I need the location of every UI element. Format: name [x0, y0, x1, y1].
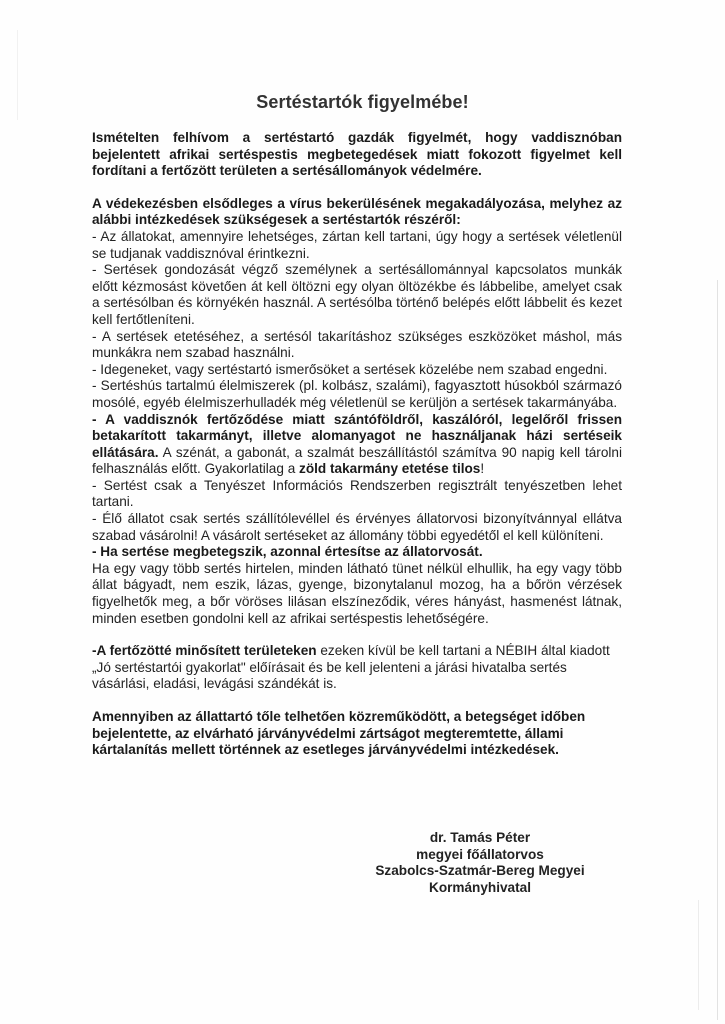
- signature-block: [360, 830, 600, 896]
- measures-heading: A védekezésben elsődleges a vírus bekerülésének megakadályozása, melyhez az alábbi intézkedések szükségesek a sertéstartók részéről:: [92, 195, 622, 228]
- signer-office: Szabolcs-Szatmár-Bereg Megyei: [375, 863, 585, 879]
- infected-area-text: ezeken kívül be kell tartani a NÉBIH által kiadott „Jó sertéstartói gyakorlat" előírásait és be kell jelenteni a járási hivatalba sertés vásárlási, eladási, levágási szándékát is.: [92, 643, 610, 692]
- notify-vet-item: - Ha sertése megbetegszik, azonnal értesítse az állatorvosát.: [92, 544, 483, 560]
- signer-name: dr. Tamás Péter: [429, 830, 531, 845]
- measure-item: - Sertések gondozását végző személynek a sertésállománnyal kapcsolatos munkák előtt kézmosást követően át kell öltözni egy olyan öltözékbe és lábbelibe, amelyet csak a sertésólban és környékén használ. A sertésólba történő belépés előtt lábbelit és kezet kell fertőtleníteni.: [92, 262, 622, 327]
- feed-end-mark: !: [480, 461, 485, 477]
- feed-warning-bold: - A vaddisznók fertőződése miatt szántóföldről, kaszálóról, legelőről frissen betakarított takarmányt, illetve alomanyagot ne használjanak házi sertéseik ellátására.: [92, 411, 622, 460]
- signer-position: megyei főállatorvos: [416, 846, 544, 862]
- measure-item: - Idegeneket, vagy sertéstartó ismerősöket a sertések közelébe nem szabad engedni.: [92, 361, 608, 377]
- measure-item: - Sertést csak a Tenyészet Információs Rendszerben regisztrált tenyészetben lehet tartani.: [92, 477, 622, 510]
- measure-item: - A sertések etetéséhez, a sertésól takarításhoz szükséges eszközöket máshol, más munkákra nem szabad használni.: [92, 328, 622, 361]
- infected-area-bold: -A fertőzötté minősített területeken: [92, 643, 317, 659]
- document-body: [92, 130, 622, 759]
- feed-storage-text: A szénát, a gabonát, a szalmát beszállítástól számítva 90 napig kell tárolni felhasználás előtt. Gyakorlatilag a: [92, 444, 622, 477]
- measure-item-feed: [92, 412, 622, 478]
- closing-paragraph: Amennyiben az állattartó tőle telhetően közreműködött, a betegséget időben bejelentette, az elvárható járványvédelmi zártságot megteremtette, állami kártalanítás mellett történnek az esetleges járványvédelmi intézkedések.: [92, 709, 586, 758]
- scan-artifact-line: [698, 900, 699, 1010]
- measure-item: - Sertéshús tartalmú élelmiszerek (pl. kolbász, szalámi), fagyasztott húsokból származó mosólé, egyéb élelmiszerhulladék még véletlenül se kerüljön a sertések takarmányába.: [92, 378, 622, 410]
- infected-area-paragraph: [92, 643, 622, 693]
- intro-paragraph: Ismételten felhívom a sertéstartó gazdák figyelmét, hogy vaddisznóban bejelentett afrikai sertéspestis megbetegedések miatt fokozott figyelmet kell fordítani a fertőzött területen a sertésállományok védelmére.: [92, 130, 622, 179]
- measure-item: - Élő állatot csak sertés szállítólevéllel és érvényes állatorvosi bizonyítvánnyal ellátva szabad vásárolni! A vásárolt sertéseket az állomány többi egyedétől el kell különíteni.: [92, 511, 622, 543]
- green-feed-ban: zöld takarmány etetése tilos: [299, 461, 481, 477]
- document-title: Sertéstartók figyelmébe!: [256, 92, 469, 112]
- scan-artifact-line: [717, 280, 718, 1020]
- signer-office: Kormányhivatal: [429, 879, 531, 895]
- measure-item: - Az állatokat, amennyire lehetséges, zártan kell tartani, úgy hogy a sertések véletlenül se tudjanak vaddisznóval érintkezni.: [92, 228, 622, 261]
- symptoms-paragraph: Ha egy vagy több sertés hirtelen, minden látható tünet nélkül elhullik, ha egy vagy több állat bágyadt, nem eszik, lázas, gyenge, bizonytalanul mozog, ha a bőrön vérzések figyelhetők meg, a bőr vöröses lilásan elszíneződik, véres hányást, hasmenést látnak, minden esetben gondolni kell az afrikai sertéspestis lehetőségére.: [92, 560, 622, 626]
